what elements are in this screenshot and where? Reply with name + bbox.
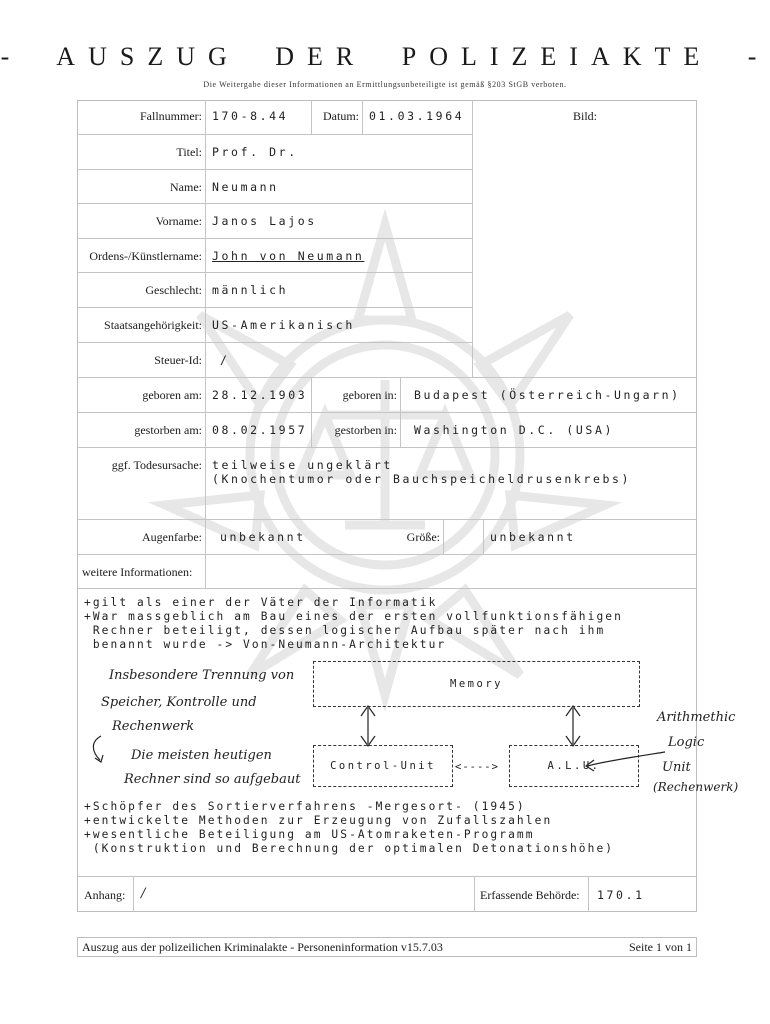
- augenfarbe-value: unbekannt: [220, 530, 306, 544]
- note-trennung-line: Speicher, Kontrolle und: [101, 695, 257, 710]
- note-aufbau-line: Die meisten heutigen: [131, 748, 272, 763]
- note-trennung-line: Rechenwerk: [112, 719, 195, 734]
- gestorben-in-value: Washington D.C. (USA): [414, 423, 614, 437]
- info-line: +gilt als einer der Väter der Informatik: [84, 596, 438, 609]
- page-header-subtitle: Die Weitergabe dieser Informationen an Ermittlungsunbeteiligte ist gemäß §203 StGB verboten.: [203, 80, 567, 89]
- datum-value: 01.03.1964: [369, 109, 465, 123]
- note-alu-line: Arithmethic: [657, 710, 736, 725]
- todesursache-line-2: (Knochentumor oder Bauchspeicheldrusenkrebs): [212, 472, 632, 486]
- note-alu-line: Unit: [662, 760, 691, 775]
- bild-label: Bild:: [573, 109, 598, 123]
- gestorben-am-label: gestorben am:: [134, 423, 202, 437]
- info-line: +entwickelte Methoden zur Erzeugung von Zufallszahlen: [84, 814, 553, 827]
- geboren-am-label: geboren am:: [142, 388, 202, 402]
- augenfarbe-label: Augenfarbe:: [142, 530, 202, 544]
- info-line: (Konstruktion und Berechnung der optimalen Detonationshöhe): [84, 842, 615, 855]
- steuer-id-label: Steuer-Id:: [154, 353, 202, 367]
- gestorben-am-value: 08.02.1957: [212, 423, 308, 437]
- name-value: Neumann: [212, 180, 279, 194]
- anhang-value: /: [141, 886, 146, 901]
- geboren-in-value: Budapest (Österreich-Ungarn): [414, 388, 681, 402]
- datum-label: Datum:: [323, 109, 359, 123]
- name-label: Name:: [170, 180, 202, 194]
- note-aufbau-line: Rechner sind so aufgebaut: [124, 772, 301, 787]
- geboren-am-value: 28.12.1903: [212, 388, 308, 402]
- control-unit-label: Control-Unit: [330, 760, 436, 772]
- erfassende-behoerde-label: Erfassende Behörde:: [480, 888, 580, 902]
- erfassende-behoerde-value: 170.1: [597, 888, 645, 902]
- gestorben-in-label: gestorben in:: [334, 423, 397, 437]
- titel-value: Prof. Dr.: [212, 145, 298, 159]
- fallnummer-value: 170-8.44: [212, 109, 289, 123]
- info-line: +War massgeblich am Bau eines der ersten vollfunktionsfähigen: [84, 610, 623, 623]
- staatsangehoerigkeit-label: Staatsangehörigkeit:: [104, 318, 202, 332]
- ordensname-value: John von Neumann: [212, 249, 365, 263]
- steuer-id-value: /: [220, 353, 230, 367]
- memory-label: Memory: [450, 678, 503, 690]
- todesursache-line-1: teilweise ungeklärt: [212, 458, 393, 472]
- note-trennung-line: Insbesondere Trennung von: [109, 668, 295, 683]
- alu-label: A.L.U.: [547, 760, 601, 772]
- ordensname-label: Ordens-/Künstlername:: [89, 249, 202, 263]
- footer-page-number: Seite 1 von 1: [629, 940, 692, 954]
- anhang-label: Anhang:: [84, 888, 126, 902]
- page-footer: [77, 937, 697, 957]
- groesse-value: unbekannt: [490, 530, 576, 544]
- todesursache-label: ggf. Todesursache:: [111, 458, 202, 472]
- vorname-value: Janos Lajos: [212, 214, 317, 228]
- note-alu-line: Logic: [668, 735, 705, 750]
- geschlecht-value: männlich: [212, 283, 289, 297]
- vorname-label: Vorname:: [155, 214, 202, 228]
- bidirectional-arrow-label: <---->: [455, 761, 499, 773]
- note-alu-line: (Rechenwerk): [653, 780, 739, 794]
- info-line: benannt wurde -> Von-Neumann-Architektur: [84, 638, 447, 651]
- info-line: +wesentliche Beteiligung am US-Atomraketen-Programm: [84, 828, 535, 841]
- page-header-title: - AUSZUG DER POLIZEIAKTE -: [0, 42, 770, 71]
- info-line: Rechner beteiligt, dessen logischer Aufbau später nach ihm: [84, 624, 606, 637]
- weitere-informationen-label: weitere Informationen:: [82, 565, 193, 579]
- titel-label: Titel:: [176, 145, 202, 159]
- info-line: +Schöpfer des Sortierverfahrens -Mergesort- (1945): [84, 800, 526, 813]
- fallnummer-label: Fallnummer:: [140, 109, 202, 123]
- staatsangehoerigkeit-value: US-Amerikanisch: [212, 318, 355, 332]
- geboren-in-label: geboren in:: [342, 388, 397, 402]
- groesse-label: Größe:: [406, 530, 440, 544]
- geschlecht-label: Geschlecht:: [145, 283, 202, 297]
- footer-document-info: Auszug aus der polizeilichen Kriminalakte - Personeninformation v15.7.03: [82, 940, 443, 954]
